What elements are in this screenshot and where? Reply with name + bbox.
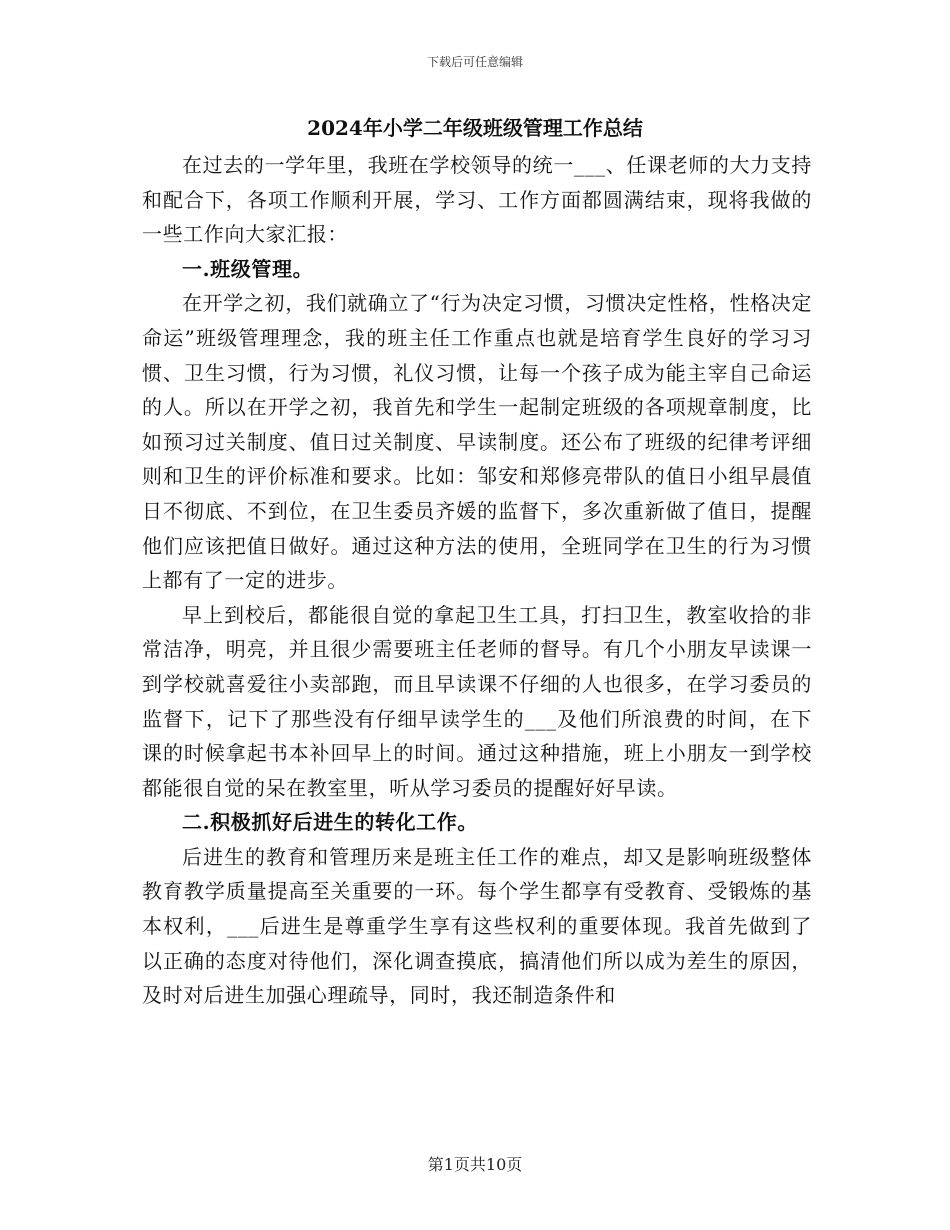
paragraph-underachievers: 后进生的教育和管理历来是班主任工作的难点，却又是影响班级整体教育教学质量提高至关重要的一环。每个学生都享有受教育、受锻炼的基本权利，___后进生是尊重学生享有这些权利的重要体现。我首先做到了以正确的态度对待他们，深化调查摸底，搞清他们所以成为差生的原因，及时对后进生加强心理疏导，同时，我还制造条件和 (142, 844, 812, 1008)
paragraph-morning-routine: 早上到校后，都能很自觉的拿起卫生工具，打扫卫生，教室收拾的非常洁净，明亮，并且很少需要班主任老师的督导。有几个小朋友早读课一到学校就喜爱往小卖部跑，而且早读课不仔细的人也很多，在学习委员的监督下，记下了那些没有仔细早读学生的___及他们所浪费的时间，在下课的时候拿起书本补回早上的时间。通过这种措施，班上小朋友一到学校都能很自觉的呆在教室里，听从学习委员的提醒好好早读。 (142, 602, 812, 800)
paragraph-intro: 在过去的一学年里，我班在学校领导的统一___、任课老师的大力支持和配合下，各项工作顺利开展，学习、工作方面都圆满结束，现将我做的一些工作向大家汇报： (142, 153, 812, 247)
header-note: 下载后可任意编辑 (426, 55, 523, 69)
document-title: 2024年小学二年级班级管理工作总结 (307, 116, 643, 140)
section-heading-underachievers: 二.积极抓好后进生的转化工作。 (182, 810, 478, 835)
paragraph-class-management: 在开学之初，我们就确立了“行为决定习惯，习惯决定性格，性格决定命运”班级管理理念，我的班主任工作重点也就是培育学生良好的学习习惯、卫生习惯，行为习惯，礼仪习惯，让每一个孩子成为能主宰自己命运的人。所以在开学之初，我首先和学生一起制定班级的各项规章制度，比如预习过关制度、值日过关制度、早读制度。还公布了班级的纪律考评细则和卫生的评价标准和要求。比如：邹安和郑修亮带队的值日小组早晨值日不彻底、不到位，在卫生委员齐媛的监督下，多次重新做了值日，提醒他们应该把值日做好。通过这种方法的使用，全班同学在卫生的行为习惯上都有了一定的进步。 (142, 291, 812, 593)
document-body (142, 148, 812, 1013)
section-heading-class-management: 一.班级管理。 (182, 256, 314, 281)
page-number-footer: 第1页共10页 (427, 1155, 523, 1174)
